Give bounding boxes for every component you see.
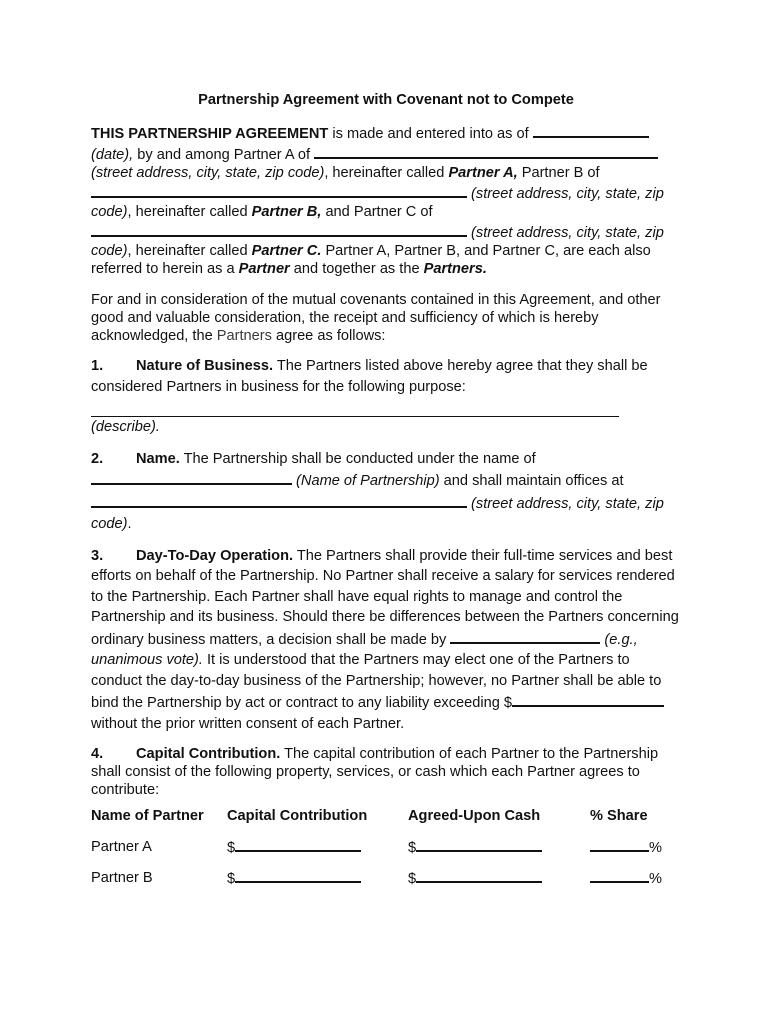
date-hint: (date), bbox=[91, 147, 134, 163]
col-header-capital: Capital Contribution bbox=[227, 808, 368, 824]
capital-contribution-blank[interactable] bbox=[235, 836, 361, 852]
section-4 bbox=[91, 745, 681, 893]
consideration-partners: Partners bbox=[216, 328, 272, 344]
date-blank[interactable] bbox=[533, 122, 649, 138]
intro-text-4: Partner B of bbox=[517, 165, 600, 181]
share-percent-blank[interactable] bbox=[590, 836, 649, 852]
vote-hint: (e.g., unanimous vote). bbox=[91, 631, 638, 668]
section-3-text-2: It is understood that the Partners may elect one of the Partners to conduct the day-to-day business of the Partnership; however, no Partner shall be able to bind the Partnership by act or contract to any liability exceeding $ bbox=[91, 652, 662, 711]
section-1-number: 1. bbox=[91, 358, 104, 374]
consideration-text-2: agree as follows: bbox=[271, 328, 386, 344]
partner-a-share bbox=[590, 831, 680, 862]
section-1-text: The Partners listed above hereby agree that they shall be considered Partners in business for the following purpose: bbox=[91, 358, 648, 395]
share-percent-blank[interactable] bbox=[590, 867, 649, 883]
intro-text-7: , hereinafter called bbox=[127, 243, 252, 259]
consideration-text-1: For and in consideration of the mutual covenants contained in this Agreement, and other good and valuable consideration, the receipt and sufficiency of which is hereby acknowledged, the bbox=[91, 292, 661, 344]
table-row bbox=[91, 862, 680, 893]
section-3 bbox=[91, 546, 681, 735]
document-body bbox=[91, 92, 681, 893]
table-header-row bbox=[91, 807, 680, 831]
intro-paragraph bbox=[91, 122, 681, 278]
capital-contribution-blank[interactable] bbox=[235, 867, 361, 883]
section-2-heading: Name. bbox=[136, 450, 180, 467]
partners-word: Partners. bbox=[423, 261, 487, 277]
intro-text-5: , hereinafter called bbox=[127, 204, 252, 220]
partner-a-name: Partner A bbox=[91, 838, 152, 855]
agreed-cash-blank[interactable] bbox=[416, 836, 542, 852]
partner-b-share bbox=[590, 862, 680, 893]
dollar-sign: $ bbox=[408, 871, 417, 887]
partner-a-address-blank[interactable] bbox=[314, 143, 658, 159]
intro-text-2: by and among Partner A of bbox=[133, 147, 315, 163]
partner-b-name: Partner B bbox=[91, 869, 153, 886]
intro-lead: THIS PARTNERSHIP AGREEMENT bbox=[91, 126, 329, 142]
intro-text-9: and together as the bbox=[289, 261, 424, 277]
partner-b-capital bbox=[227, 862, 408, 893]
section-4-number: 4. bbox=[91, 746, 104, 762]
partner-a-address-hint: (street address, city, state, zip code) bbox=[91, 165, 325, 181]
document-title: Partnership Agreement with Covenant not to Compete bbox=[198, 92, 574, 108]
capital-contribution-table bbox=[91, 807, 680, 893]
decision-method-blank[interactable] bbox=[450, 628, 600, 644]
intro-text-1: is made and entered into as of bbox=[328, 126, 533, 142]
consideration-paragraph bbox=[91, 291, 681, 345]
percent-sign: % bbox=[649, 840, 662, 856]
intro-text-6: and Partner C of bbox=[321, 204, 433, 220]
table-row bbox=[91, 831, 680, 862]
partner-word: Partner bbox=[238, 261, 290, 277]
section-1-heading: Nature of Business. bbox=[136, 358, 274, 374]
partner-a-cash bbox=[408, 831, 590, 862]
intro-text-8: Partner A, Partner B, and Partner C, are each also referred to herein as a bbox=[91, 243, 651, 277]
section-3-number: 3. bbox=[91, 547, 104, 564]
section-2 bbox=[91, 449, 681, 535]
section-2-text-3: . bbox=[127, 516, 132, 532]
partner-c-address-hint: (street address, city, state, zip code) bbox=[91, 225, 664, 259]
partner-c-address-blank[interactable] bbox=[91, 221, 467, 237]
percent-sign: % bbox=[649, 871, 662, 887]
col-header-share: % Share bbox=[590, 808, 648, 824]
liability-limit-blank[interactable] bbox=[512, 691, 664, 707]
office-address-blank[interactable] bbox=[91, 492, 467, 508]
partnership-name-hint: (Name of Partnership) bbox=[292, 473, 440, 489]
section-4-heading: Capital Contribution. bbox=[136, 746, 281, 762]
dollar-sign: $ bbox=[227, 871, 236, 887]
dollar-sign: $ bbox=[408, 840, 417, 856]
section-3-heading: Day-To-Day Operation. bbox=[136, 547, 294, 564]
intro-text-3: , hereinafter called bbox=[324, 165, 449, 181]
agreed-cash-blank[interactable] bbox=[416, 867, 542, 883]
col-header-name: Name of Partner bbox=[91, 808, 204, 824]
partner-c-label: Partner C. bbox=[251, 243, 322, 259]
partner-a-capital bbox=[227, 831, 408, 862]
partnership-name-blank[interactable] bbox=[91, 469, 292, 485]
business-purpose-blank[interactable] bbox=[91, 397, 619, 417]
partner-b-cash bbox=[408, 862, 590, 893]
office-address-hint: (street address, city, state, zip code) bbox=[91, 495, 664, 532]
dollar-sign: $ bbox=[227, 840, 236, 856]
partner-b-address-hint: (street address, city, state, zip code) bbox=[91, 186, 664, 220]
section-3-text-3: without the prior written consent of each Partner. bbox=[91, 715, 405, 732]
section-2-text-2: and shall maintain offices at bbox=[439, 473, 624, 489]
section-2-text-1: The Partnership shall be conducted under the name of bbox=[179, 450, 536, 467]
section-4-text: The capital contribution of each Partner to the Partnership shall consist of the following property, services, or cash which each Partner agrees to contribute: bbox=[91, 746, 659, 798]
section-1 bbox=[91, 356, 681, 438]
partner-a-label: Partner A, bbox=[448, 165, 518, 181]
section-3-text-1: The Partners shall provide their full-time services and best efforts on behalf of the Partnership. No Partner shall receive a salary for services rendered to the Partnership. Each Partner shall have equal rights to manage and control the Partnership and its business. Should there be differences between the Partners concerning ordinary business matters, a decision shall be made by bbox=[91, 547, 679, 648]
partner-b-address-blank[interactable] bbox=[91, 182, 467, 198]
col-header-cash: Agreed-Upon Cash bbox=[408, 808, 541, 824]
partner-b-label: Partner B, bbox=[251, 204, 322, 220]
describe-hint: (describe). bbox=[91, 419, 160, 435]
section-2-number: 2. bbox=[91, 450, 104, 467]
